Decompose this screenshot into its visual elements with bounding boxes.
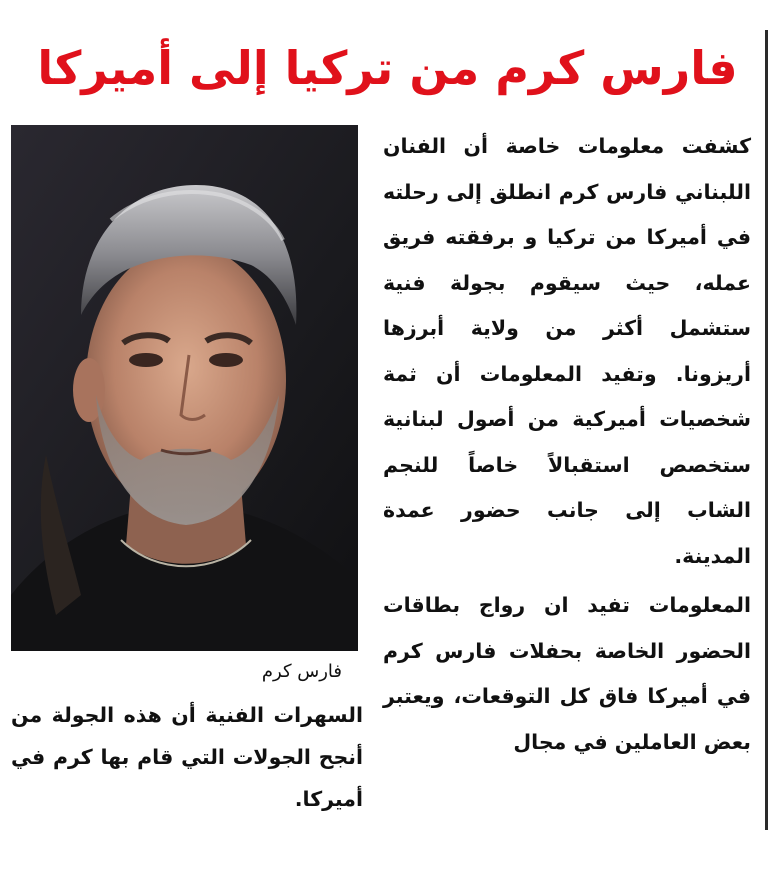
article-paragraph-2: المعلومات تفيد ان رواج بطاقات الحضور الخاصة بحفلات فارس كرم في أميركا فاق كل التوقعات، ويعتبر بعض العاملين في مجال — [383, 593, 751, 754]
article-paragraph-1: كشفت معلومات خاصة أن الفنان اللبناني فارس كرم انطلق إلى رحلته في أميركا من تركيا و برفقته فريق عمله، حيث سيقوم بجولة فنية ستشمل أكثر من ولاية أبرزها أريزونا. وتفيد المعلومات أن ثمة شخصيات أميركية من أصول لبنانية ستخصص استقبالاً خاصاً للنجم الشاب إلى جانب حضور عمدة المدينة. — [383, 134, 751, 568]
article-continuation: السهرات الفنية أن هذه الجولة من أنجح الجولات التي قام بها كرم في أميركا. — [11, 703, 363, 811]
article-body — [383, 124, 751, 864]
article-photo — [11, 125, 358, 651]
photo-caption: فارس كرم — [261, 661, 342, 682]
portrait-image — [11, 125, 358, 651]
article-headline: فارس كرم من تركيا إلى أميركا — [37, 41, 738, 95]
column-rule — [765, 30, 768, 830]
